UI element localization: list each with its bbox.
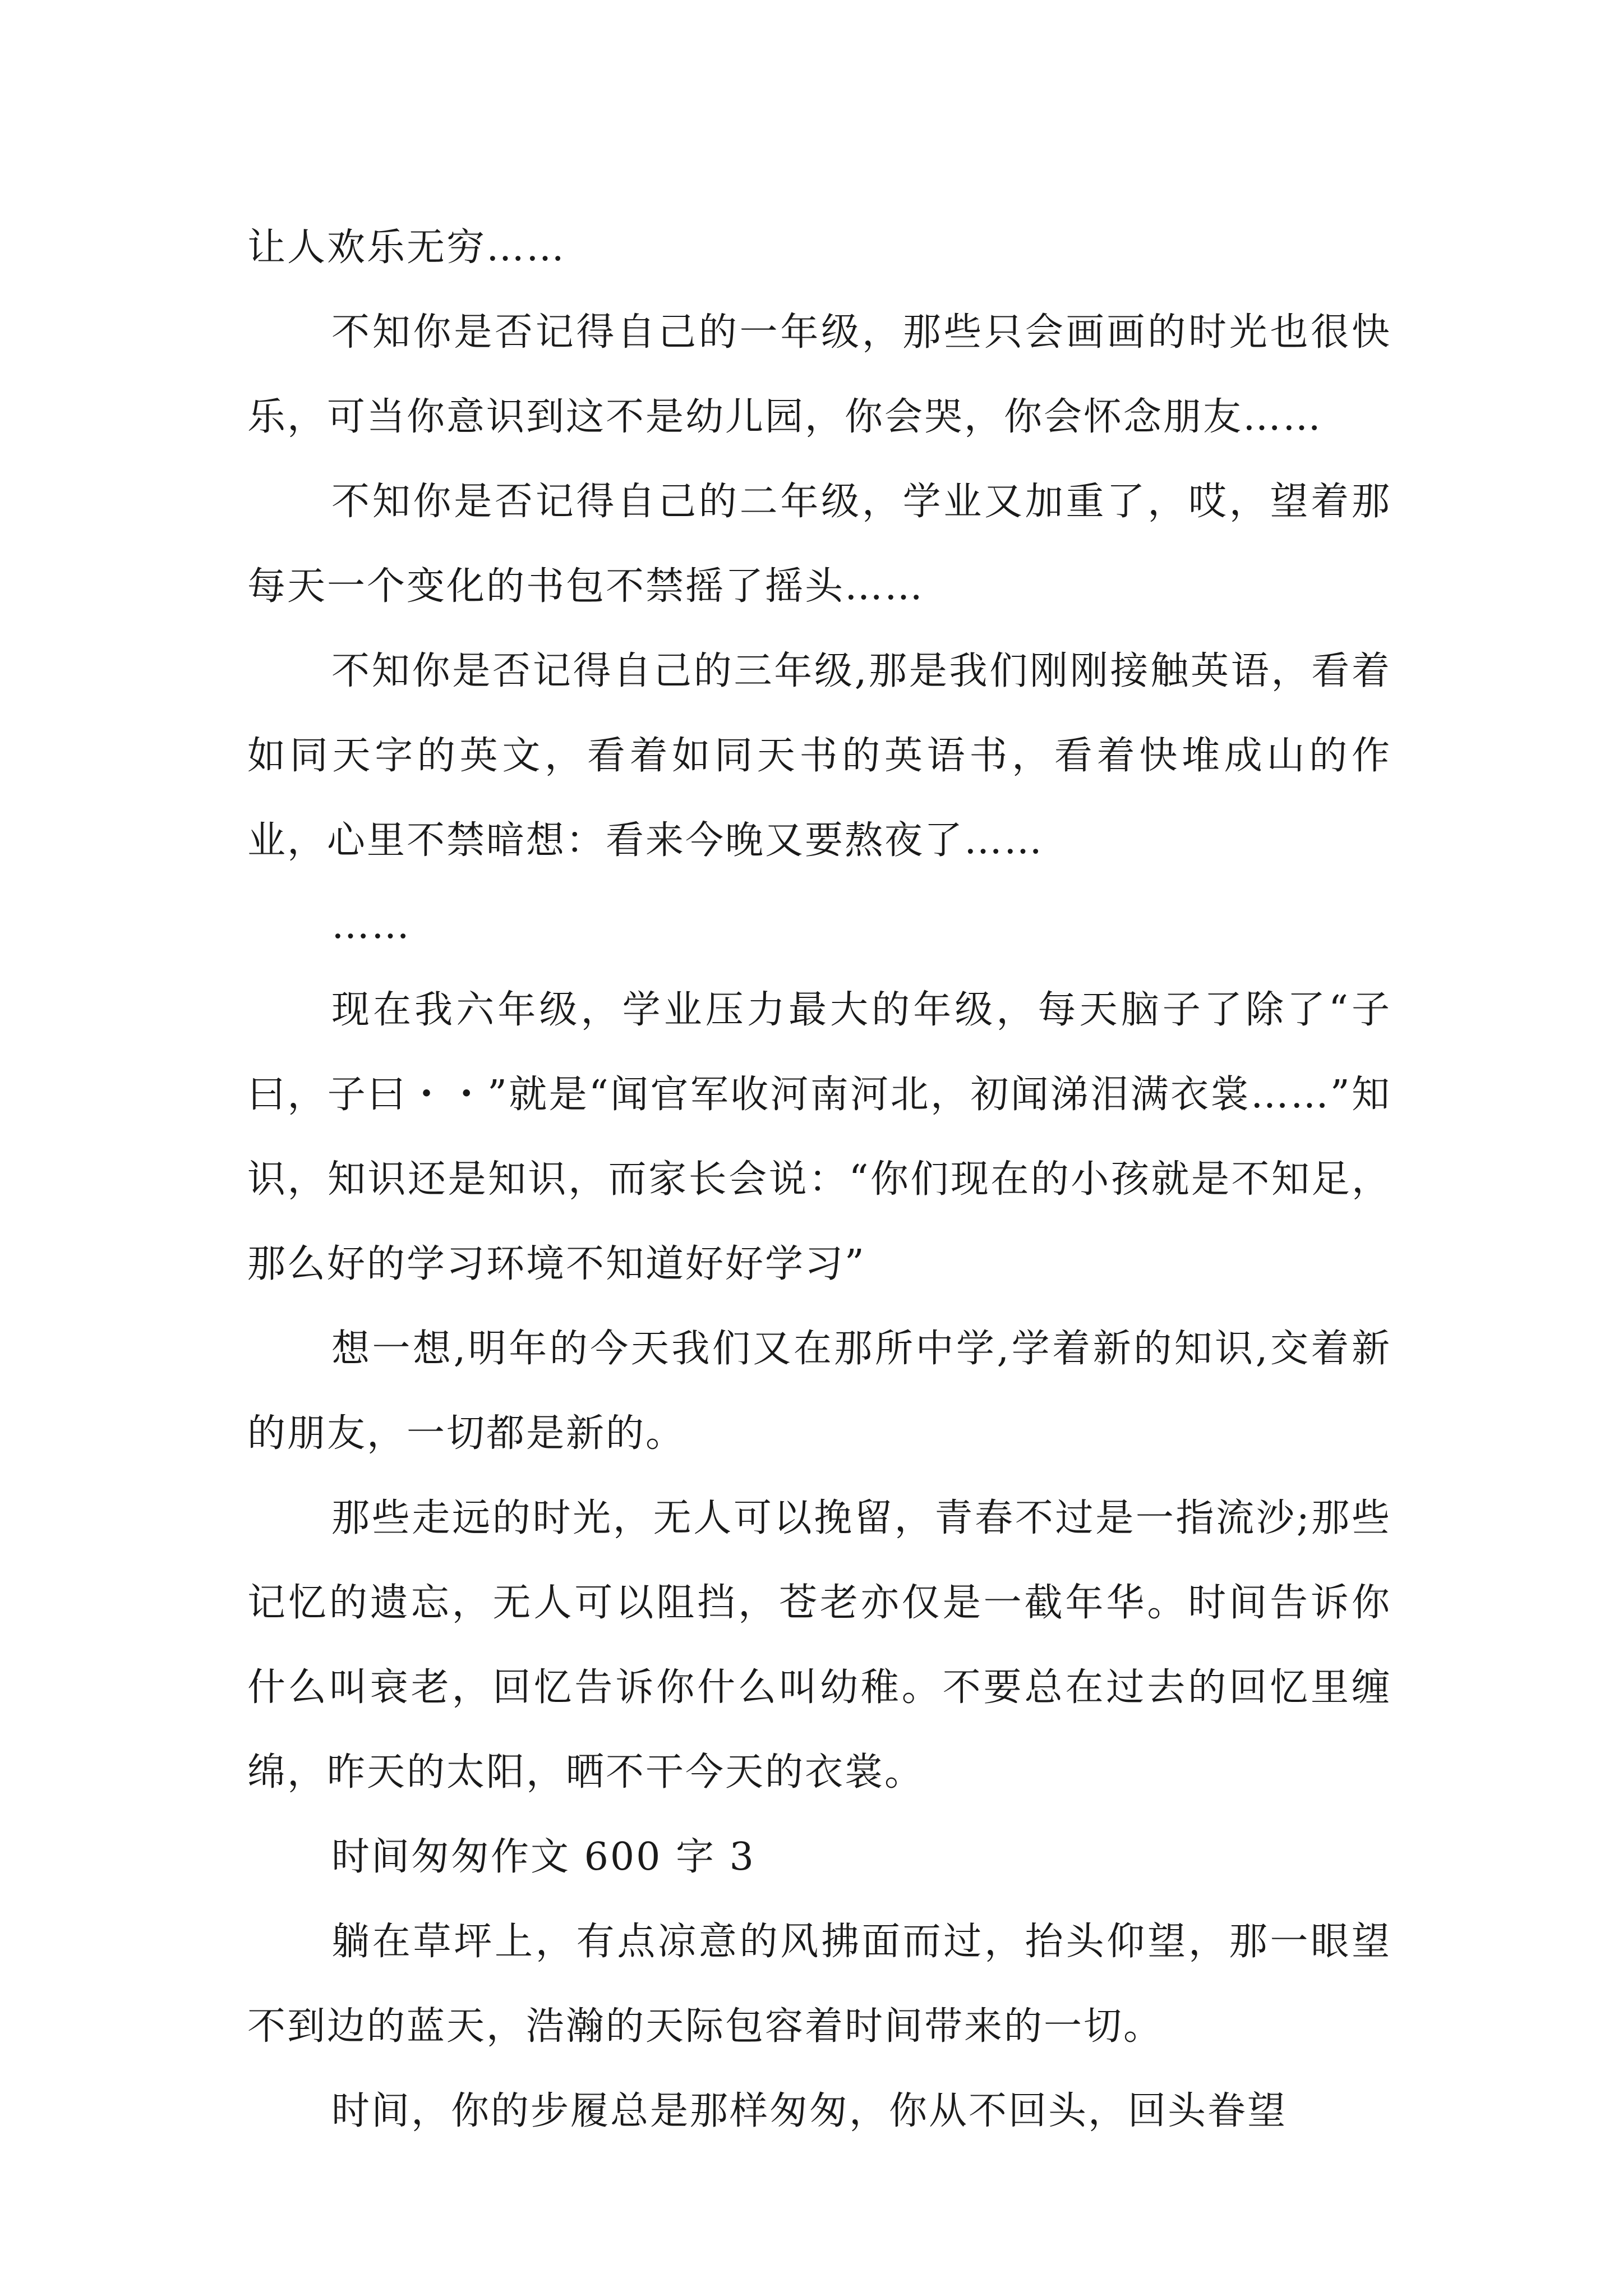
paragraph-2: 不知你是否记得自己的一年级，那些只会画画的时光也很快乐，可当你意识到这不是幼儿园，你会哭，你会怀念朋友……: [247, 310, 1391, 439]
paragraph-7: 想一想,明年的今天我们又在那所中学,学着新的知识,交着新的朋友，一切都是新的。: [247, 1327, 1391, 1456]
paragraph-4: 不知你是否记得自己的三年级,那是我们刚刚接触英语，看着如同天字的英文，看着如同天书的英语书，看着快堆成山的作业，心里不禁暗想：看来今晚又要熬夜了……: [247, 649, 1391, 863]
paragraph-5-ellipsis: ……: [331, 903, 411, 947]
paragraph-10: 时间，你的步履总是那样匆匆，你从不回头，回头眷望: [331, 2089, 1288, 2133]
paragraph-1: 让人欢乐无穷……: [247, 226, 566, 270]
document-body: [247, 205, 1391, 2154]
paragraph-8: 那些走远的时光，无人可以挽留，青春不过是一指流沙;那些记忆的遗忘，无人可以阻挡，苍老亦仅是一截年华。时间告诉你什么叫衰老，回忆告诉你什么叫幼稚。不要总在过去的回忆里缠绵，昨天的太阳，晒不干今天的衣裳。: [247, 1496, 1391, 1795]
paragraph-3: 不知你是否记得自己的二年级，学业又加重了，哎，望着那每天一个变化的书包不禁摇了摇头……: [247, 480, 1391, 609]
section-heading: 时间匆匆作文 600 字 3: [331, 1835, 755, 1879]
paragraph-6: 现在我六年级，学业压力最大的年级，每天脑子了除了“子曰，子曰・・”就是“闻官军收河南河北，初闻涕泪满衣裳……”知识，知识还是知识，而家长会说：“你们现在的小孩就是不知足，那么好的学习环境不知道好好学习”: [247, 988, 1391, 1286]
paragraph-9: 躺在草坪上，有点凉意的风拂面而过，抬头仰望，那一眼望不到边的蓝天，浩瀚的天际包容着时间带来的一切。: [247, 1920, 1391, 2049]
